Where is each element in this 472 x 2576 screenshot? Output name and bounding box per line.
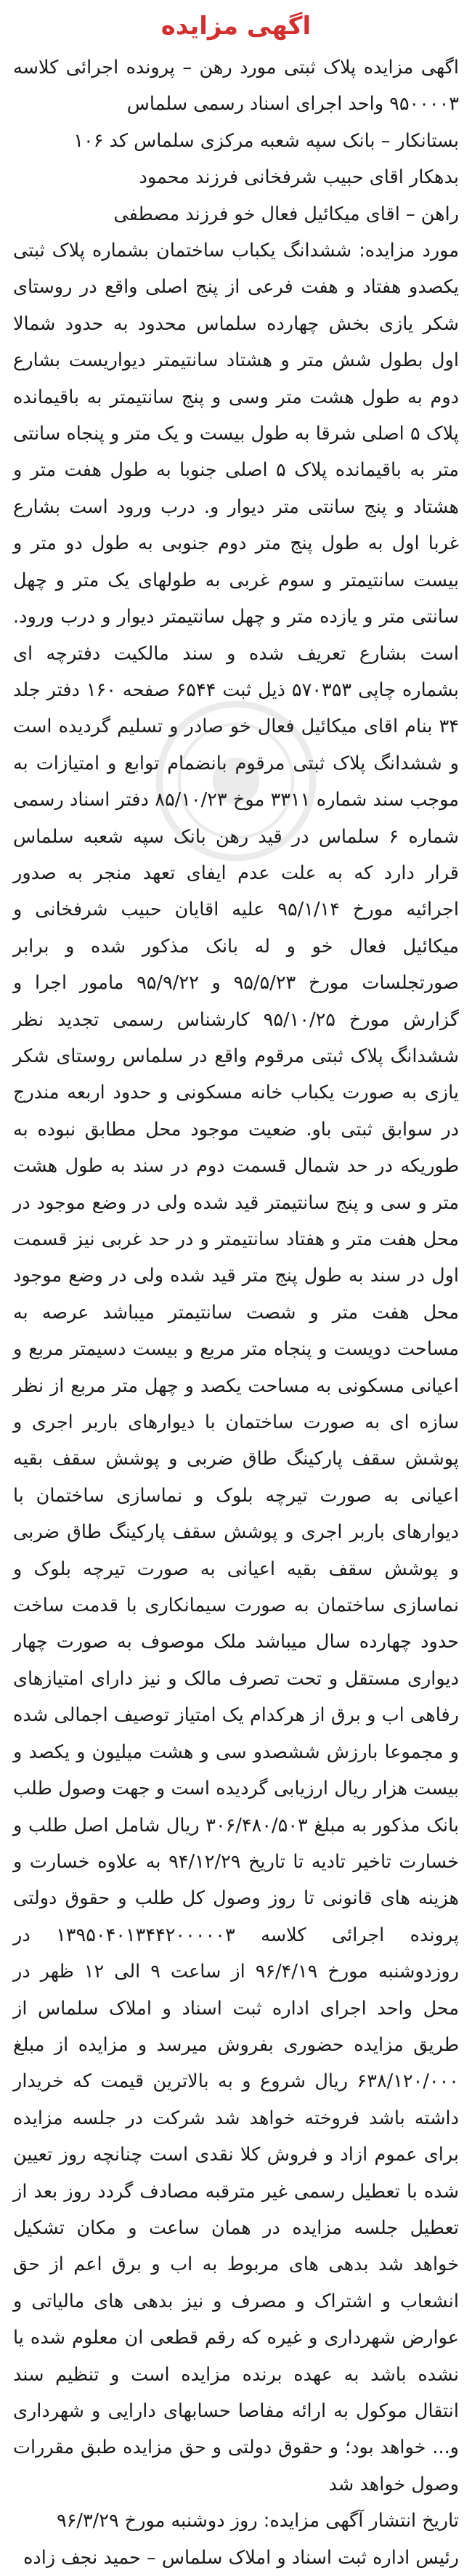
notice-mortgagor-line: راهن – اقای میکائیل فعال خو فرزند مصطفی xyxy=(113,203,459,225)
notice-creditor-line: بستانکار – بانک سپه شعبه مرکزی سلماس کد ۱۰۶ xyxy=(73,129,459,152)
notice-signature: رئیس اداره ثبت اسناد و املاک سلماس – حمید نجف زاده xyxy=(23,2546,459,2569)
notice-debtor-line: بدهکار اقای حبیب شرفخانی فرزند محمود xyxy=(139,166,459,189)
notice-title: اگهی مزایده xyxy=(160,12,312,41)
notice-publish-date: تاریخ انتشار آگهی مزایده: روز دوشنبه مورخ ۹۶/۳/۲۹ xyxy=(57,2510,459,2532)
notice-body: مورد مزایده: ششدانگ یکباب ساختمان بشماره پلاک ثبتی یکصدو هفتاد و هفت فرعی از پنج اصلی واقع در روستای شکر یازی بخش چهارده سلماس محدود به حدود شمالا اول بطول شش متر و هشتاد سانتیمتر دیواریست بشارع دوم به طول هشت متر وسی و پنج سانتیمتر به باقیمانده پلاک ۵ اصلی شرقا به طول بیست و یک متر و پنجاه سانتی متر به باقیمانده پلاک ۵ اصلی جنوبا به طول هفت متر و هشتاد و پنج سانتی متر دیوار و. درب ورود است بشارع غربا اول به طول پنج متر دوم جنوبی به طول دو متر و بیست سانتیمتر و سوم غربی به طولهای یک متر و چهل سانتی متر و یازده متر و چهل سانتیمتر دیوار و درب ورود. است بشارع تعریف شده و سند مالکیت دفترچه ای بشماره چاپی ۵۷۰۳۵۳ ذیل ثبت ۶۵۴۴ صفحه ۱۶۰ دفتر جلد ۳۴ بنام اقای میکائیل فعال خو صادر و تسلیم گردیده است و ششدانگ پلاک ثبتی مرقوم بانضمام توابع و امتیازات به موجب سند شماره ۳۳۱۱ موخ ۸۵/۱۰/۲۳ دفتر اسناد رسمی شماره ۶ سلماس در قید رهن بانک سپه شعبه سلماس قرار دارد که به علت عدم ایفای تعهد منجر به صدور اجرائیه مورخ ۹۵/۱/۱۴ علیه اقایان حبیب شرفخانی و میکائیل فعال خو و له بانک مذکور شده و برابر صورتجلسات مورخ ۹۵/۵/۲۳ و ۹۵/۹/۲۲ مامور اجرا و گزارش مورخ ۹۵/۱۰/۲۵ کارشناس رسمی تجدید نظر ششدانگ پلاک ثبتی مرقوم واقع در سلماس روستای شکر یازی به صورت یکباب خانه مسکونی و حدود اربعه مندرج در سوابق ثبتی باو. ضعیت موجود محل مطابق نبوده به طوریکه در حد شمال قسمت دوم در سند به طول هشت متر و سی و پنج سانتیمتر قید شده ولی در وضع موجود در محل هفت متر و هفتاد سانتیمتر و در حد غربی نیز قسمت اول در سند به طول پنج متر قید شده ولی در وضع موجود محل هفت متر و شصت سانتیمتر میباشد عرصه به مساحت دویست و پنجاه متر مربع و بیست دسیمتر مربع و اعیانی مسکونی به مساحت یکصد و چهل متر مربع از نظر سازه ای به صورت ساختمان با دیوارهای باربر اجری و پوشش سقف پارکینگ طاق ضربی و پوشش سقف بقیه اعیانی به صورت تیرچه بلوک و نماسازی ساختمان با دیوارهای باربر اجری و پوشش سقف پارکینگ طاق ضربی و پوشش سقف بقیه اعیانی به صورت تیرچه بلوک و نماسازی ساختمان به صورت سیمانکاری با قدمت ساخت حدود چهارده سال میباشد ملک موصوف به صورت چهار دیواری مستقل و تحت تصرف مالک و نیز دارای امتیازهای رفاهی اب و برق از هرکدام یک امتیاز توصیف اجمالی شده و مجموعا بارزش ششصدو سی و هشت میلیون و یکصد و بیست هزار ریال ارزیابی گردیده است و جهت وصول طلب بانک مذکور به مبلغ ۳۰۶/۴۸۰/۵۰۳ ریال شامل اصل طلب و خسارت تاخیر تادیه تا تاریخ ۹۴/۱۲/۲۹ به علاوه خسارت و هزینه های قانونی تا روز وصول کل طلب و حقوق دولتی پرونده اجرائی کلاسه ۱۳۹۵۰۴۰۱۳۴۴۲۰۰۰۰۰۳ در روزدوشنبه مورخ ۹۶/۴/۱۹ از ساعت ۹ الی ۱۲ ظهر در محل واحد اجرای اداره ثبت اسناد و املاک سلماس از طریق مزایده حضوری بفروش میرسد و مزایده از مبلغ ۶۳۸/۱۲۰/۰۰۰ ریال شروع و به بالاترین قیمت که خریدار داشته باشد فروخته خواهد شد شرکت در جلسه مزایده برای عموم ازاد و فروش کلا نقدی است چنانچه روز تعیین شده با تعطیل رسمی غیر مترقبه مصادف گردد روز بعد از تعطیل جلسه مزایده در همان ساعت و مکان تشکیل خواهد شد بدهی های مربوط به اب و برق اعم از حق انشعاب و اشتراک و مصرف و نیز بدهی های مالیاتی و عوارض شهرداری و غیره که رقم قطعی ان معلوم شده یا نشده باشد به عهده برنده مزایده است و تنظیم سند انتقال موکول به ارائه مفاصا حسابهای دارایی و شهرداری و... خواهد بود؛ و حقوق دولتی و حق مزایده طبق مقررات وصول خواهد شد xyxy=(13,240,460,2495)
notice-case-line: اگهی مزایده پلاک ثبتی مورد رهن – پرونده اجرائی کلاسه ۹۵۰۰۰۰۳ واحد اجرای اسناد رسمی سلماس xyxy=(13,57,459,116)
